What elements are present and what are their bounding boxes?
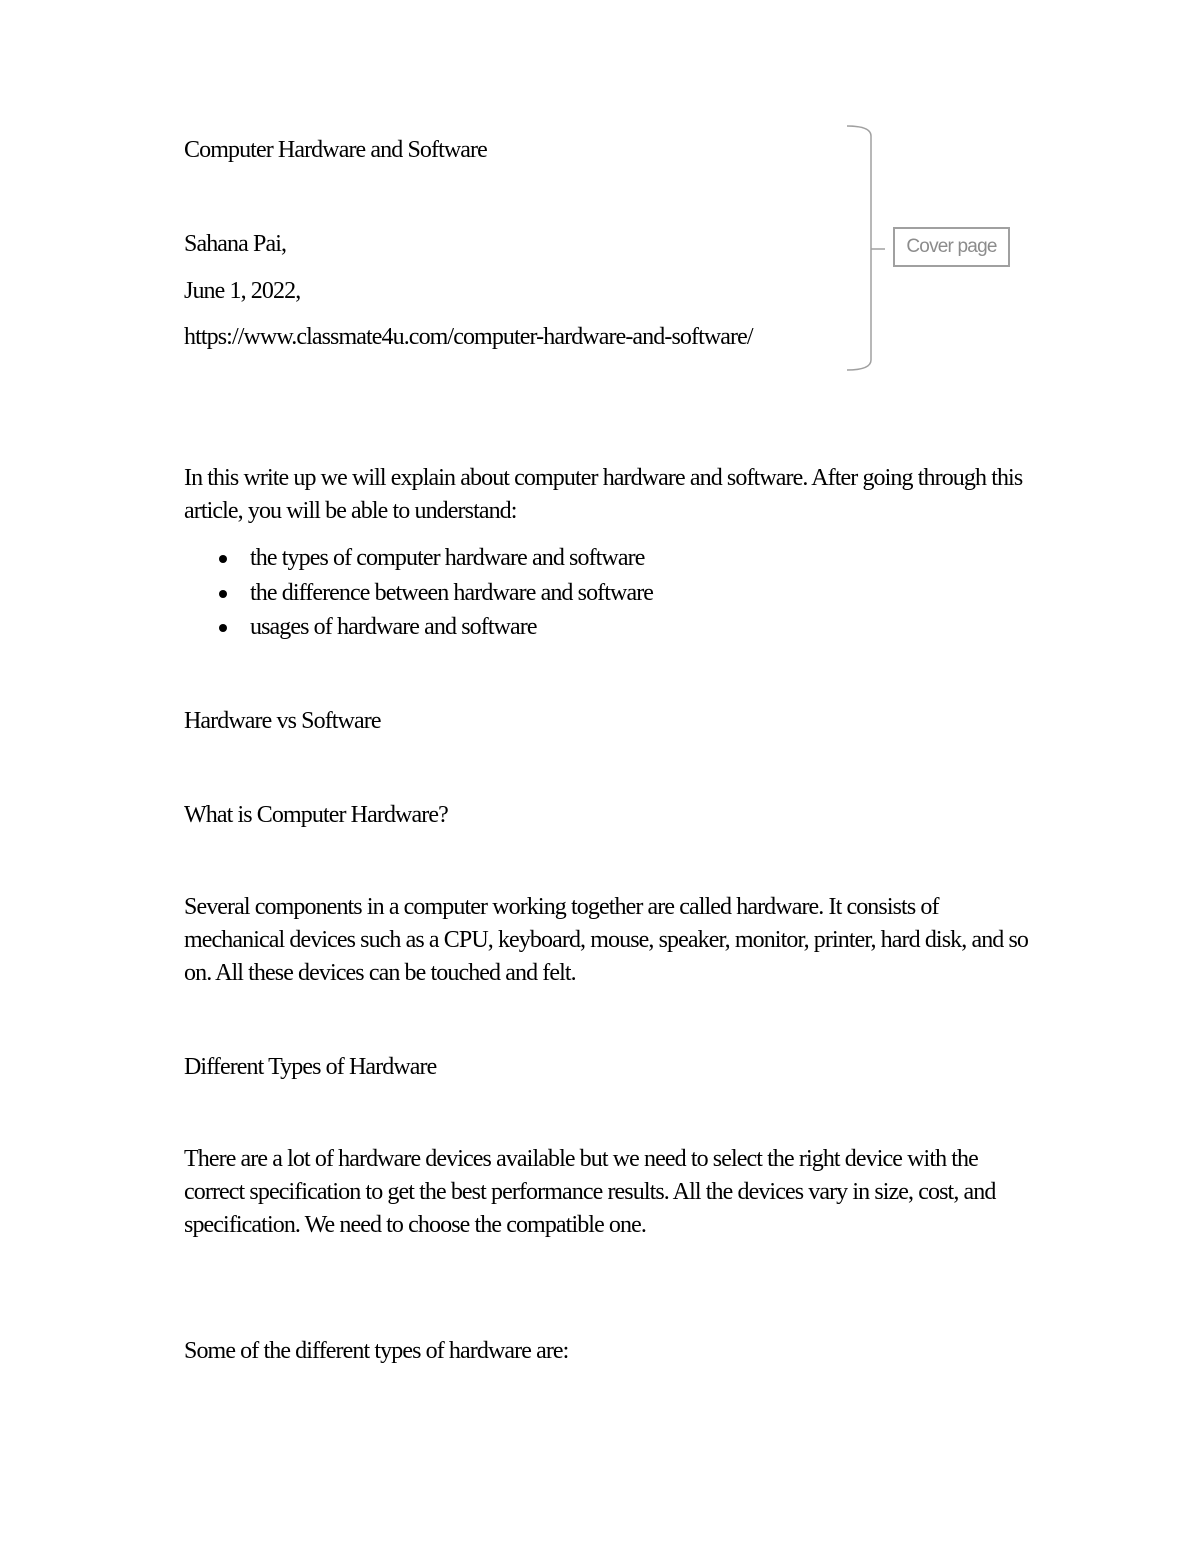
date-line: June 1, 2022, (184, 278, 301, 304)
heading-what-is-hardware: What is Computer Hardware? (184, 802, 448, 828)
cover-bracket-icon (845, 124, 885, 374)
bullet-icon (219, 555, 227, 563)
intro-paragraph: In this write up we will explain about computer hardware and software. After going through this article, you will be able to understand: (184, 465, 1023, 524)
cover-page-annotation: Cover page (893, 227, 1010, 267)
hardware-types-lead-in: Some of the different types of hardware are: (184, 1338, 569, 1364)
hardware-selection-paragraph: There are a lot of hardware devices available but we need to select the right device with the correct specification to get the best performance results. All the devices vary in size, cost, and specification. We need to choose the compatible one. (184, 1146, 996, 1238)
heading-hardware-vs-software: Hardware vs Software (184, 708, 381, 734)
hardware-definition-paragraph: Several components in a computer working together are called hardware. It consists of mechanical devices such as a CPU, keyboard, mouse, speaker, monitor, printer, hard disk, and so on. All these devices can be touched and felt. (184, 894, 1029, 986)
list-item: the difference between hardware and software (184, 576, 653, 611)
document-title: Computer Hardware and Software (184, 137, 487, 163)
objectives-list (184, 541, 653, 645)
list-item: usages of hardware and software (184, 610, 653, 645)
author-line: Sahana Pai, (184, 231, 287, 257)
bullet-icon (219, 624, 227, 632)
source-url: https://www.classmate4u.com/computer-hardware-and-software/ (184, 324, 753, 350)
bullet-icon (219, 590, 227, 598)
heading-hardware-types: Different Types of Hardware (184, 1054, 437, 1080)
list-item: the types of computer hardware and software (184, 541, 653, 576)
